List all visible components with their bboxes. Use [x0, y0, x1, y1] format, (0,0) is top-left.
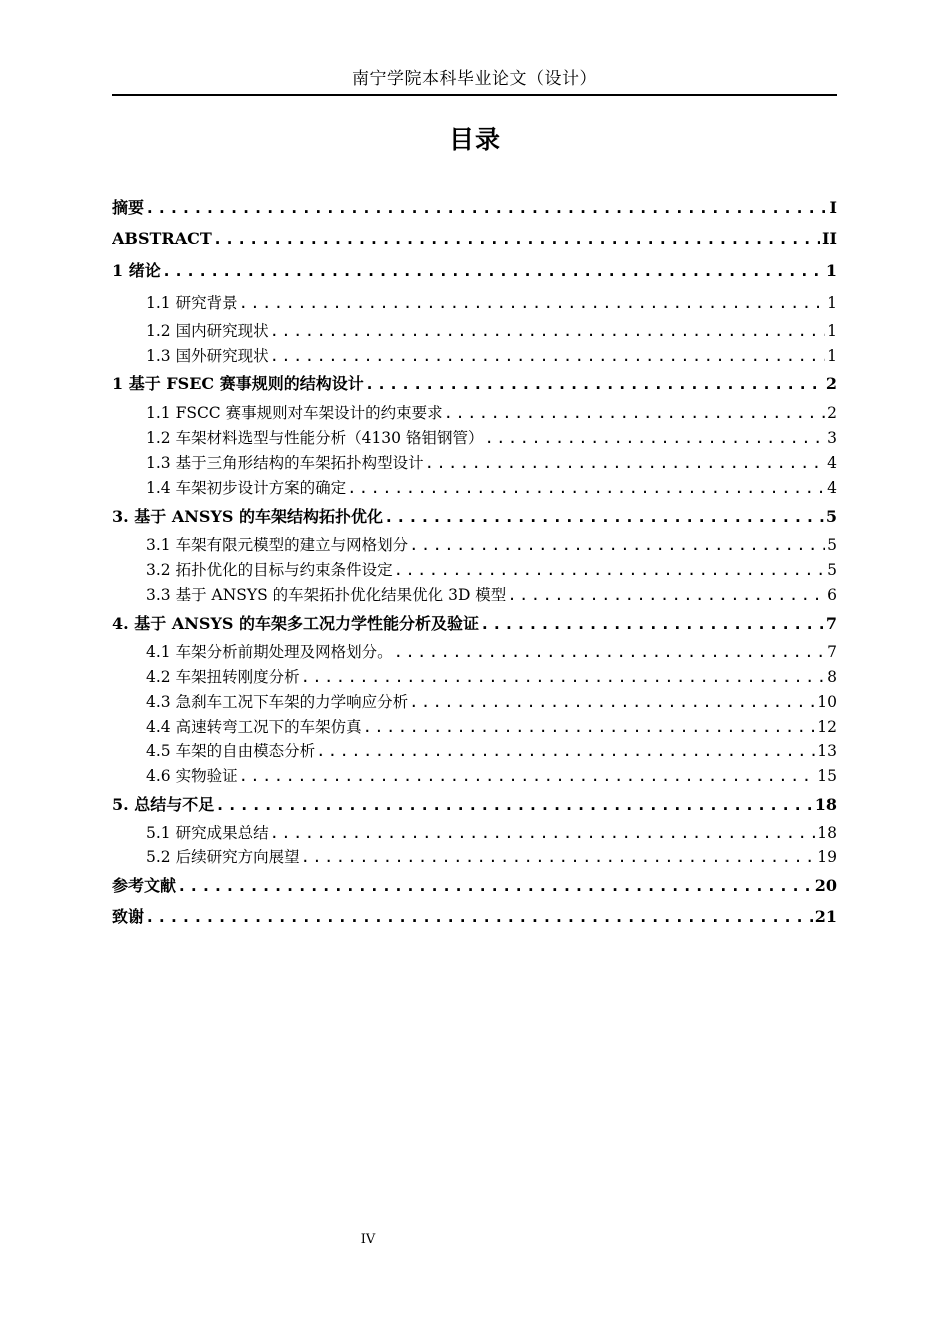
toc-entry-page-number: 4 [827, 454, 837, 472]
toc-entry[interactable] [112, 195, 837, 219]
toc-dot-leader [347, 477, 825, 499]
toc-entry-label: 3. 基于 ANSYS 的车架结构拓扑优化 [112, 507, 383, 526]
toc-dot-leader [301, 846, 816, 868]
toc-entry[interactable] [112, 371, 837, 395]
page-number: IV [360, 1232, 376, 1247]
toc-entry[interactable] [112, 425, 837, 449]
toc-dot-leader [213, 228, 820, 250]
toc-dot-leader [270, 822, 816, 844]
toc-entry-label: 摘要 [112, 198, 145, 217]
toc-entry[interactable] [112, 532, 837, 556]
toc-entry[interactable] [112, 904, 837, 928]
toc-entry-label: 3.1 车架有限元模型的建立与网格划分 [146, 536, 409, 554]
toc-entry-page-number: 5 [827, 561, 837, 579]
toc-entry-label: 1.1 研究背景 [146, 294, 238, 312]
toc-dot-leader [239, 292, 826, 314]
toc-entry-page-number: I [829, 198, 837, 217]
toc-dot-leader [394, 559, 826, 581]
toc-entry-label: 3.2 拓扑优化的目标与约束条件设定 [146, 561, 393, 579]
toc-entry-label: 致谢 [112, 907, 145, 926]
toc-entry[interactable] [112, 290, 837, 314]
toc-entry[interactable] [112, 714, 837, 738]
toc-dot-leader [409, 691, 815, 713]
toc-entry-label: 1 绪论 [112, 261, 161, 280]
toc-entry-page-number: 18 [817, 824, 837, 842]
toc-entry-label: 1.3 基于三角形结构的车架拓扑构型设计 [146, 454, 424, 472]
toc-entry[interactable] [112, 611, 837, 635]
toc-entry-page-number: 3 [827, 429, 837, 447]
toc-entry-label: 4.5 车架的自由模态分析 [146, 742, 316, 760]
toc-entry-page-number: 8 [827, 668, 837, 686]
toc-dot-leader [145, 197, 828, 219]
toc-dot-leader [239, 765, 816, 787]
toc-entry-label: 4. 基于 ANSYS 的车架多工况力学性能分析及验证 [112, 614, 479, 633]
toc-entry-label: 5. 总结与不足 [112, 795, 215, 814]
toc-entry[interactable] [112, 318, 837, 342]
toc-entry[interactable] [112, 450, 837, 474]
toc-dot-leader [301, 666, 826, 688]
toc-entry-page-number: 1 [825, 261, 837, 280]
toc-entry-page-number: 7 [827, 643, 837, 661]
toc-entry[interactable] [112, 504, 837, 528]
toc-entry[interactable] [112, 763, 837, 787]
toc-entry-page-number: 1 [827, 322, 837, 340]
toc-entry[interactable] [112, 873, 837, 897]
toc-entry[interactable] [112, 400, 837, 424]
toc-dot-leader [425, 452, 826, 474]
toc-entry-label: 4.2 车架扭转刚度分析 [146, 668, 300, 686]
toc-entry-page-number: 2 [827, 404, 837, 422]
toc-entry-label: 4.4 高速转弯工况下的车架仿真 [146, 718, 362, 736]
toc-entry-label: 5.2 后续研究方向展望 [146, 848, 300, 866]
toc-entry-label: 1.3 国外研究现状 [146, 347, 269, 365]
toc-entry-label: 5.1 研究成果总结 [146, 824, 269, 842]
toc-dot-leader [162, 260, 824, 282]
toc-entry[interactable] [112, 844, 837, 868]
toc-entry[interactable] [112, 738, 837, 762]
toc-dot-leader [444, 402, 826, 424]
toc-dot-leader [316, 740, 815, 762]
toc-entry-label: 参考文献 [112, 876, 177, 895]
toc-entry-label: 1.4 车架初步设计方案的确定 [146, 479, 347, 497]
toc-dot-leader [480, 613, 824, 635]
toc-entry[interactable] [112, 792, 837, 816]
toc-entry-label: 4.6 实物验证 [146, 767, 238, 785]
toc-entry[interactable] [112, 689, 837, 713]
toc-entry[interactable] [112, 343, 837, 367]
toc-entry-page-number: 12 [817, 718, 837, 736]
toc-entry-page-number: 5 [825, 507, 837, 526]
toc-dot-leader [384, 506, 824, 528]
running-header [112, 66, 837, 96]
toc-entry-label: 1.2 车架材料选型与性能分析（4130 铬钼钢管） [146, 429, 484, 447]
toc-entry-label: 1.1 FSCC 赛事规则对车架设计的约束要求 [146, 404, 443, 422]
toc-entry-page-number: 1 [827, 347, 837, 365]
toc-dot-leader [177, 875, 813, 897]
page-title: 目录 [448, 125, 501, 154]
toc-entry-page-number: 10 [817, 693, 837, 711]
toc-entry-label: 3.3 基于 ANSYS 的车架拓扑优化结果优化 3D 模型 [146, 586, 507, 604]
toc-dot-leader [270, 345, 826, 367]
toc-dot-leader [365, 373, 824, 395]
toc-entry[interactable] [112, 475, 837, 499]
toc-entry-page-number: 20 [814, 876, 837, 895]
toc-entry-label: 1 基于 FSEC 赛事规则的结构设计 [112, 374, 364, 393]
toc-entry-label: 1.2 国内研究现状 [146, 322, 269, 340]
toc-entry[interactable] [112, 582, 837, 606]
toc-entry-page-number: 5 [827, 536, 837, 554]
toc-dot-leader [363, 716, 816, 738]
toc-entry[interactable] [112, 820, 837, 844]
toc-entry-page-number: 6 [827, 586, 837, 604]
toc-dot-leader [484, 427, 825, 449]
toc-entry[interactable] [112, 226, 837, 250]
toc-entry[interactable] [112, 664, 837, 688]
running-header-text: 南宁学院本科毕业论文（设计） [352, 69, 597, 89]
toc-entry-label: 4.3 急刹车工况下车架的力学响应分析 [146, 693, 409, 711]
toc-entry-label: 4.1 车架分析前期处理及网格划分。 [146, 643, 393, 661]
toc-entry-page-number: 1 [827, 294, 837, 312]
toc-dot-leader [507, 584, 825, 606]
toc-entry-page-number: II [822, 229, 837, 248]
toc-entry-page-number: 19 [817, 848, 837, 866]
toc-dot-leader [145, 906, 813, 928]
toc-dot-leader [409, 534, 825, 556]
toc-entry-page-number: 2 [825, 374, 837, 393]
toc-entry-label: ABSTRACT [112, 229, 212, 248]
toc-entry-page-number: 18 [814, 795, 837, 814]
toc-entry-page-number: 21 [814, 907, 837, 926]
toc-entry-page-number: 4 [827, 479, 837, 497]
toc-entry-page-number: 15 [817, 767, 837, 785]
toc-entry[interactable] [112, 258, 837, 282]
toc-entry[interactable] [112, 557, 837, 581]
toc-dot-leader [394, 641, 826, 663]
toc-entry[interactable] [112, 639, 837, 663]
toc-dot-leader [215, 794, 812, 816]
toc-entry-page-number: 13 [817, 742, 837, 760]
toc-dot-leader [270, 320, 826, 342]
toc-entry-page-number: 7 [825, 614, 837, 633]
